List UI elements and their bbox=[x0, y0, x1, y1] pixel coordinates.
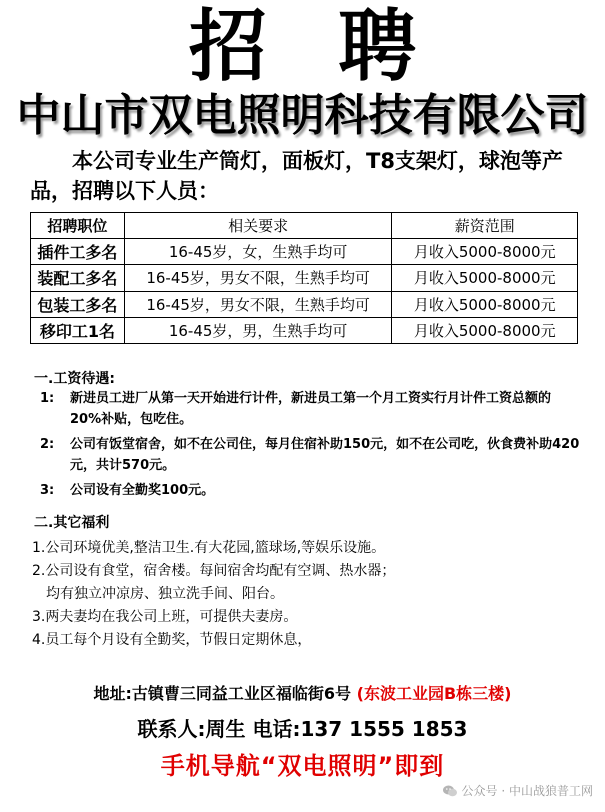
page-title: 招 聘 bbox=[188, 2, 439, 92]
job-requirement: 16-45岁，女，生熟手均可 bbox=[124, 239, 392, 265]
list-item-number: 3: bbox=[40, 483, 55, 498]
job-salary: 月收入5000-8000元 bbox=[392, 265, 578, 291]
watermark-text: 公众号 · 中山战狼普工网 bbox=[461, 784, 593, 798]
job-salary: 月收入5000-8000元 bbox=[392, 291, 578, 317]
benefits-section-title: 二.其它福利 bbox=[34, 515, 110, 531]
list-item: 均有独立冲凉房、独立洗手间、阳台。 bbox=[46, 586, 284, 602]
list-item-text: 新进员工进厂从第一天开始进行计件，新进员工第一个月工资实行月计件工资总额的20%补贴，包吃住。 bbox=[70, 391, 552, 427]
list-item bbox=[40, 480, 580, 501]
list-item: 4.员工每个月设有全勤奖，节假日定期休息， bbox=[32, 632, 312, 648]
list-item bbox=[40, 434, 580, 476]
job-requirement: 16-45岁，男，生熟手均可 bbox=[124, 317, 392, 343]
contact-info: 联系人:周生 电话:137 1555 1853 bbox=[137, 717, 468, 741]
list-item: 3.两夫妻均在我公司上班，可提供夫妻房。 bbox=[32, 609, 298, 625]
header-requirement: 相关要求 bbox=[124, 213, 392, 239]
list-item: 1.公司环境优美,整洁卫生.有大花园,篮球场,等娱乐设施。 bbox=[32, 540, 386, 556]
wages-list bbox=[40, 388, 580, 505]
navigation-hint: 手机导航“双电照明”即到 bbox=[160, 752, 445, 780]
wechat-icon bbox=[442, 783, 458, 799]
address-text: 地址:古镇曹三同益工业区福临街6号 bbox=[93, 684, 352, 703]
list-item-text: 公司有饭堂宿舍，如不在公司住，每月住宿补助150元，如不在公司吃，伙食费补助420元，共计570元。 bbox=[70, 437, 580, 473]
list-item: 2.公司设有食堂，宿舍楼。每间宿舍均配有空调、热水器； bbox=[32, 563, 396, 579]
list-item bbox=[40, 388, 580, 430]
table-header-row bbox=[31, 213, 578, 239]
wages-section-title: 一.工资待遇: bbox=[34, 371, 115, 387]
job-salary: 月收入5000-8000元 bbox=[392, 239, 578, 265]
job-requirement: 16-45岁，男女不限，生熟手均可 bbox=[124, 265, 392, 291]
header-position: 招聘职位 bbox=[31, 213, 125, 239]
benefits-list bbox=[32, 537, 592, 652]
job-position: 移印工1名 bbox=[31, 317, 125, 343]
job-requirement: 16-45岁，男女不限，生熟手均可 bbox=[124, 291, 392, 317]
job-position: 插件工多名 bbox=[31, 239, 125, 265]
address-note: (东波工业园B栋三楼) bbox=[356, 684, 512, 703]
jobs-table bbox=[30, 212, 578, 344]
table-row bbox=[31, 239, 578, 265]
table-row bbox=[31, 265, 578, 291]
job-position: 装配工多名 bbox=[31, 265, 125, 291]
list-item-number: 1: bbox=[40, 391, 55, 406]
intro-text: 本公司专业生产筒灯，面板灯，T8支架灯，球泡等产品，招聘以下人员： bbox=[30, 149, 563, 203]
list-item-number: 2: bbox=[40, 437, 55, 452]
table-row bbox=[31, 291, 578, 317]
table-row bbox=[31, 317, 578, 343]
company-name: 中山市双电照明科技有限公司 bbox=[16, 90, 589, 141]
list-item-text: 公司设有全勤奖100元。 bbox=[70, 483, 215, 498]
job-salary: 月收入5000-8000元 bbox=[392, 317, 578, 343]
address bbox=[0, 681, 605, 704]
header-salary: 薪资范围 bbox=[392, 213, 578, 239]
job-position: 包装工多名 bbox=[31, 291, 125, 317]
watermark bbox=[442, 782, 593, 799]
